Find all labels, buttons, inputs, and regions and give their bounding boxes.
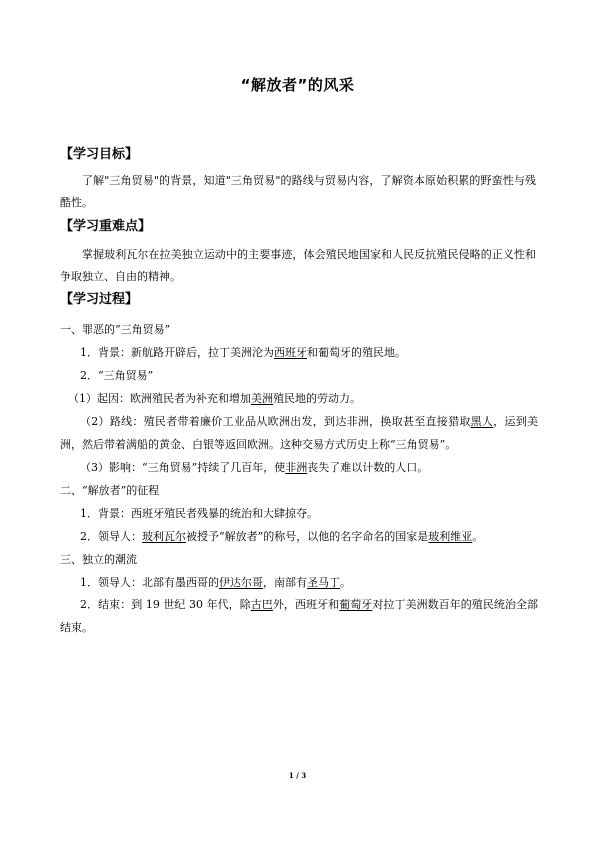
page-number: 1 / 3: [288, 771, 307, 780]
s3-item-2-text-c: 对拉丁美洲数百年的殖民统治全部结束。: [60, 598, 539, 634]
s3-item-1-text-c: 。: [340, 576, 351, 589]
goals-text: 了解"三角贸易"的背景，知道"三角贸易"的路线与贸易内容，了解资本原始积累的野蛮性与残酷性。: [60, 174, 536, 209]
answer-feizhou: 非洲: [285, 461, 308, 474]
answer-heiren: 黑人: [470, 415, 494, 428]
s1-impact-text-b: 丧失了难以计数的人口。: [307, 461, 429, 474]
keypoints-text: 掌握玻利瓦尔在拉美独立运动中的主要事迹，体会殖民地国家和人民反抗殖民侵略的正义性和争取独立、自由的精神。: [60, 248, 536, 283]
s3-item-2-text-a: 2．结束：到 19 世纪 30 年代，除: [80, 598, 251, 611]
answer-hidalgo: 伊达尔哥: [219, 576, 263, 589]
s1-cause: [68, 391, 361, 407]
s1-route: [60, 410, 538, 456]
s1-item-1-text-a: 1．背景：新航路开辟后，拉丁美洲沦为: [80, 346, 274, 359]
s2-item-2-text-b: 被授予“解放者”的称号，以他的名字命名的国家是: [186, 530, 429, 543]
s1-impact: [80, 460, 428, 476]
keypoints-heading: 【学习重难点】: [60, 219, 152, 234]
s1-item-1: [80, 345, 406, 361]
answer-san-martin: 圣马丁: [307, 576, 340, 589]
answer-cuba: 古巴: [250, 598, 273, 611]
goals-heading: 【学习目标】: [60, 147, 139, 162]
s3-item-1: [80, 575, 351, 591]
s2-item-2-text-c: 。: [472, 530, 484, 543]
s2-item-1: 1．背景：西班牙殖民者残暴的统治和大肆掠夺。: [80, 507, 318, 520]
document-title: “解放者”的风采: [240, 76, 355, 94]
s3-item-2-text-b: 外，西班牙和: [272, 598, 340, 611]
answer-xibanya: 西班牙: [274, 346, 307, 359]
s1-route-text-a: （2）路线：殖民者带着廉价工业品从欧洲出发，到达非洲，换取甚至直接猎取: [80, 415, 471, 428]
s3-item-2: [60, 593, 538, 639]
s1-cause-text-a: （1）起因：欧洲殖民者为补充和增加: [68, 392, 251, 405]
s1-impact-text-a: （3）影响：“三角贸易”持续了几百年，使: [80, 461, 286, 474]
process-heading: 【学习过程】: [60, 292, 139, 307]
s3-item-1-text-b: ，南部有: [263, 576, 307, 589]
s3-item-1-text-a: 1．领导人：北部有墨西哥的: [80, 576, 219, 589]
answer-bolivar: 玻利瓦尔: [142, 530, 186, 543]
s1-cause-text-b: 殖民地的劳动力。: [273, 392, 361, 405]
s2-item-2: [80, 529, 483, 545]
section-2-title: 二、“解放者”的征程: [60, 484, 160, 497]
answer-bolivia: 玻利维亚: [428, 530, 473, 543]
s2-item-2-text-a: 2．领导人：: [80, 530, 142, 543]
answer-portugal: 葡萄牙: [339, 598, 373, 611]
s1-item-2: 2．“三角贸易”: [80, 369, 154, 382]
section-1-title: 一、罪恶的“三角贸易”: [60, 323, 171, 336]
s1-item-1-text-b: 和葡萄牙的殖民地。: [307, 346, 406, 359]
answer-meizhou: 美洲: [251, 392, 273, 405]
section-3-title: 三、独立的潮流: [60, 553, 137, 566]
s1-route-text-b: ，运到美洲，然后带着满船的黄金、白银等返回欧洲。这种交易方式历史上称“三角贸易”。: [60, 415, 539, 451]
